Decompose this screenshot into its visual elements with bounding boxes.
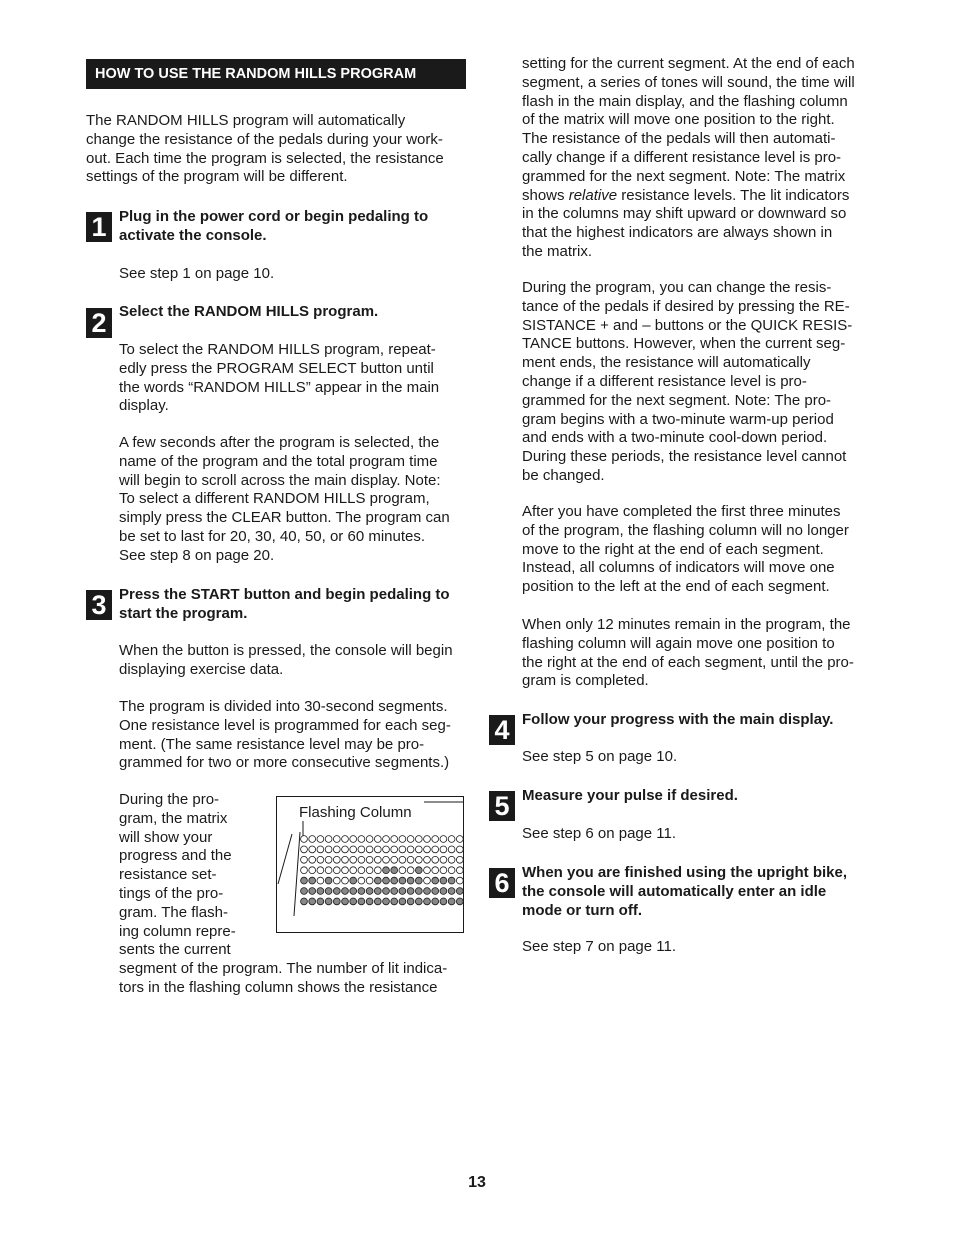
text-line: setting for the current segment. At the end of each: [522, 55, 855, 72]
step-2-text-2: [119, 434, 450, 566]
matrix-led-lit: [407, 898, 414, 905]
matrix-led-lit: [456, 898, 463, 905]
matrix-led-lit: [391, 867, 398, 874]
text-line: grammed for two or more consecutive segments.): [119, 754, 450, 772]
matrix-led-lit: [301, 877, 308, 884]
right-paragraph-1: [522, 55, 855, 262]
matrix-led-lit: [358, 898, 365, 905]
text-line: Measure your pulse if desired.: [522, 787, 738, 804]
text-line: Instead, all columns of indicators will move one: [522, 559, 835, 577]
matrix-led-unlit: [407, 846, 414, 853]
matrix-led-unlit: [309, 836, 316, 843]
matrix-led-lit: [383, 877, 390, 884]
text-line: and ends with a two-minute cool-down period.: [522, 429, 828, 447]
matrix-led-unlit: [317, 877, 324, 884]
text-line: segment, a series of tones will sound, the time will: [522, 73, 855, 91]
text-line: ment. (The same resistance level may be pro-: [119, 735, 425, 753]
matrix-led-unlit: [407, 856, 414, 863]
matrix-led-lit: [333, 888, 340, 895]
relative-line: [522, 187, 855, 206]
step-6-number: 6: [489, 868, 515, 898]
matrix-led-lit: [333, 898, 340, 905]
text-line: The program is divided into 30-second segments.: [119, 698, 448, 715]
matrix-led-lit: [391, 898, 398, 905]
text-line: gram begins with a two-minute warm-up period: [522, 410, 834, 428]
matrix-led-lit: [309, 888, 316, 895]
matrix-led-lit: [366, 888, 373, 895]
text-line: gram, the matrix: [119, 809, 228, 827]
text-line: ment ends, the resistance will automatically: [522, 354, 811, 372]
text-line: A few seconds after the program is selected, the: [119, 434, 440, 451]
text-line: displaying exercise data.: [119, 660, 284, 678]
step-2-heading: [119, 303, 378, 322]
matrix-led-unlit: [424, 836, 431, 843]
matrix-led-unlit: [366, 856, 373, 863]
matrix-led-lit: [350, 888, 357, 895]
text-line: gram. The flash-: [119, 903, 228, 921]
matrix-led-lit: [424, 888, 431, 895]
matrix-led-lit: [309, 877, 316, 884]
matrix-led-lit: [448, 898, 455, 905]
matrix-led-lit: [432, 898, 439, 905]
text-line: simply press the CLEAR button. The program can: [119, 509, 450, 527]
matrix-led-unlit: [391, 836, 398, 843]
text-line: position to the left at the end of each segment.: [522, 578, 830, 596]
text-line: that the highest indicators are always shown in: [522, 224, 833, 242]
text-line: of the program, the flashing column will no longer: [522, 521, 849, 539]
text-line: change if a different resistance level is pro-: [522, 372, 807, 390]
text-line: grammed for the next segment. Note: The matrix: [522, 167, 846, 185]
matrix-led-unlit: [440, 836, 447, 843]
text-line: SISTANCE + and – buttons or the QUICK RESIS-: [522, 316, 853, 334]
matrix-led-unlit: [301, 846, 308, 853]
matrix-led-lit: [440, 888, 447, 895]
text-line: activate the console.: [119, 226, 267, 244]
step-5-number: 5: [489, 791, 515, 821]
matrix-led-unlit: [333, 867, 340, 874]
matrix-led-unlit: [448, 856, 455, 863]
text-line: See step 1 on page 10.: [119, 265, 275, 282]
matrix-led-lit: [415, 867, 422, 874]
led-matrix: [301, 836, 464, 905]
text-line: Press the START button and begin pedaling to: [119, 586, 450, 603]
text-line: segment of the program. The number of lit indica-: [119, 960, 448, 977]
text-line: After you have completed the first three minutes: [522, 503, 841, 520]
step-4-number: 4: [489, 715, 515, 745]
matrix-led-lit: [415, 898, 422, 905]
matrix-led-lit: [407, 877, 414, 884]
step-5-heading: [522, 787, 738, 806]
right-paragraph-2: [522, 279, 852, 486]
text-line: will show your: [119, 828, 213, 846]
matrix-led-unlit: [415, 836, 422, 843]
text-line: To select the RANDOM HILLS program, repeat-: [119, 341, 436, 358]
matrix-led-unlit: [383, 856, 390, 863]
step-1-heading: [119, 208, 428, 246]
matrix-led-lit: [456, 888, 463, 895]
matrix-led-lit: [432, 877, 439, 884]
text-line: progress and the: [119, 847, 232, 865]
matrix-led-unlit: [309, 846, 316, 853]
matrix-led-unlit: [333, 836, 340, 843]
matrix-led-unlit: [301, 856, 308, 863]
matrix-led-lit: [350, 877, 357, 884]
intro-paragraph: [86, 112, 444, 187]
section-title: HOW TO USE THE RANDOM HILLS PROGRAM: [86, 59, 466, 89]
matrix-led-unlit: [309, 856, 316, 863]
matrix-led-lit: [399, 877, 406, 884]
text-line: out. Each time the program is selected, the resistance: [86, 149, 444, 167]
matrix-led-unlit: [383, 846, 390, 853]
matrix-led-unlit: [333, 846, 340, 853]
text-line: See step 7 on page 11.: [522, 938, 677, 955]
text-line: See step 5 on page 10.: [522, 748, 678, 765]
step-3-text-3-wide: [119, 960, 447, 998]
text-line: gram is completed.: [522, 672, 649, 690]
matrix-led-unlit: [325, 846, 332, 853]
text-line: When only 12 minutes remain in the program, the: [522, 616, 851, 633]
right-paragraph-1-lines: [522, 55, 855, 187]
text-line: resistance set-: [119, 866, 217, 884]
matrix-led-unlit: [325, 836, 332, 843]
text-line: During the pro-: [119, 791, 220, 808]
text-line: the matrix.: [522, 242, 593, 260]
text-line: change the resistance of the pedals during your work-: [86, 130, 443, 148]
text-line: be changed.: [522, 466, 605, 484]
matrix-led-unlit: [366, 846, 373, 853]
matrix-led-unlit: [424, 877, 431, 884]
matrix-led-lit: [448, 877, 455, 884]
matrix-led-unlit: [350, 856, 357, 863]
matrix-led-unlit: [317, 867, 324, 874]
matrix-led-unlit: [440, 867, 447, 874]
matrix-led-lit: [374, 898, 381, 905]
matrix-led-lit: [301, 888, 308, 895]
matrix-led-lit: [325, 888, 332, 895]
matrix-led-unlit: [333, 877, 340, 884]
text-line: display.: [119, 397, 169, 415]
matrix-led-unlit: [432, 846, 439, 853]
matrix-led-unlit: [301, 836, 308, 843]
text-line: One resistance level is programmed for each seg-: [119, 716, 451, 734]
matrix-led-unlit: [399, 836, 406, 843]
matrix-led-unlit: [342, 867, 349, 874]
right-paragraph-1-rest: [522, 205, 855, 261]
matrix-led-unlit: [432, 836, 439, 843]
figure-label: Flashing Column: [299, 804, 412, 821]
relative-italic: relative: [568, 186, 618, 204]
matrix-led-unlit: [456, 836, 463, 843]
step-4-heading: [522, 711, 833, 730]
text-line: tance of the pedals if desired by pressing the RE-: [522, 297, 850, 315]
text-line: move to the right at the end of each segment.: [522, 540, 824, 558]
matrix-led-unlit: [358, 867, 365, 874]
matrix-led-lit: [358, 888, 365, 895]
text-line: The resistance of the pedals will then automati-: [522, 130, 836, 148]
matrix-led-unlit: [366, 877, 373, 884]
matrix-led-unlit: [301, 867, 308, 874]
matrix-led-lit: [432, 888, 439, 895]
flash-mark-left: [278, 834, 292, 884]
matrix-led-unlit: [440, 846, 447, 853]
step-4-text: [522, 748, 677, 767]
matrix-led-unlit: [309, 867, 316, 874]
matrix-led-unlit: [342, 836, 349, 843]
matrix-led-lit: [440, 877, 447, 884]
text-line: During these periods, the resistance level cannot: [522, 448, 847, 466]
text-line: the console will automatically enter an idle: [522, 882, 827, 900]
matrix-led-unlit: [391, 856, 398, 863]
matrix-led-unlit: [432, 867, 439, 874]
text-line: start the program.: [119, 604, 248, 622]
matrix-led-lit: [399, 898, 406, 905]
matrix-led-unlit: [317, 856, 324, 863]
text-line: tings of the pro-: [119, 884, 224, 902]
step-6-text: [522, 938, 676, 957]
relative-pre: shows: [522, 186, 565, 204]
step-1-text: [119, 265, 274, 284]
matrix-led-unlit: [358, 856, 365, 863]
text-line: the right at the end of each segment, until the pro-: [522, 653, 854, 671]
matrix-led-lit: [317, 898, 324, 905]
text-line: Plug in the power cord or begin pedaling to: [119, 208, 429, 225]
step-3-heading: [119, 586, 450, 624]
matrix-led-unlit: [407, 867, 414, 874]
matrix-led-unlit: [342, 846, 349, 853]
matrix-led-lit: [383, 888, 390, 895]
matrix-led-lit: [391, 888, 398, 895]
text-line: See step 6 on page 11.: [522, 825, 677, 842]
matrix-led-lit: [415, 888, 422, 895]
text-line: edly press the PROGRAM SELECT button until: [119, 359, 434, 377]
text-line: grammed for the next segment. Note: The pro-: [522, 391, 832, 409]
matrix-led-unlit: [317, 836, 324, 843]
matrix-led-unlit: [399, 856, 406, 863]
step-5-text: [522, 825, 676, 844]
text-line: tors in the flashing column shows the resistance: [119, 978, 438, 996]
matrix-led-lit: [325, 898, 332, 905]
matrix-led-unlit: [358, 877, 365, 884]
matrix-led-unlit: [374, 856, 381, 863]
step-6-heading: [522, 864, 847, 920]
matrix-led-lit: [440, 898, 447, 905]
text-line: The RANDOM HILLS program will automatically: [86, 112, 406, 129]
matrix-led-lit: [424, 898, 431, 905]
flash-mark-right: [294, 832, 300, 916]
matrix-led-lit: [374, 888, 381, 895]
matrix-led-unlit: [391, 846, 398, 853]
matrix-led-lit: [366, 898, 373, 905]
matrix-led-unlit: [350, 846, 357, 853]
matrix-led-lit: [317, 888, 324, 895]
matrix-led-unlit: [325, 856, 332, 863]
matrix-led-lit: [399, 888, 406, 895]
matrix-led-unlit: [333, 856, 340, 863]
matrix-led-unlit: [350, 867, 357, 874]
matrix-led-unlit: [374, 846, 381, 853]
text-line: cally change if a different resistance level is pro-: [522, 148, 842, 166]
matrix-led-unlit: [399, 846, 406, 853]
text-line: Follow your progress with the main display.: [522, 711, 834, 728]
text-line: name of the program and the total program time: [119, 452, 438, 470]
text-line: Select the RANDOM HILLS program.: [119, 303, 379, 320]
right-paragraph-4: [522, 616, 854, 691]
matrix-led-lit: [374, 877, 381, 884]
text-line: of the matrix will move one position to the right.: [522, 111, 835, 129]
page-number: 13: [468, 1174, 486, 1191]
matrix-led-lit: [350, 898, 357, 905]
matrix-led-lit: [383, 867, 390, 874]
matrix-led-unlit: [456, 856, 463, 863]
matrix-led-unlit: [456, 877, 463, 884]
matrix-led-unlit: [424, 867, 431, 874]
matrix-led-unlit: [350, 836, 357, 843]
matrix-led-unlit: [317, 846, 324, 853]
text-line: See step 8 on page 20.: [119, 546, 275, 564]
text-line: When the button is pressed, the console will begin: [119, 642, 453, 659]
text-line: During the program, you can change the resis-: [522, 279, 832, 296]
matrix-led-unlit: [456, 846, 463, 853]
step-3-text-1: [119, 642, 453, 680]
step-1-number: 1: [86, 212, 112, 242]
matrix-led-unlit: [358, 836, 365, 843]
text-line: TANCE buttons. However, when the current seg-: [522, 335, 846, 353]
text-line: ing column repre-: [119, 922, 236, 940]
matrix-led-lit: [407, 888, 414, 895]
text-line: be set to last for 20, 30, 40, 50, or 60 minutes.: [119, 527, 426, 545]
step-3-number: 3: [86, 590, 112, 620]
matrix-led-unlit: [456, 867, 463, 874]
text-line: the words “RANDOM HILLS” appear in the main: [119, 378, 440, 396]
matrix-led-unlit: [448, 836, 455, 843]
matrix-led-unlit: [407, 836, 414, 843]
step-3-text-3-narrow: [119, 791, 236, 960]
matrix-led-lit: [342, 888, 349, 895]
matrix-led-unlit: [424, 856, 431, 863]
step-3-text-2: [119, 698, 451, 773]
matrix-led-unlit: [415, 856, 422, 863]
step-2-number: 2: [86, 308, 112, 338]
text-line: in the columns may shift upward or downward so: [522, 205, 847, 223]
matrix-led-lit: [342, 898, 349, 905]
text-line: flash in the main display, and the flashing column: [522, 92, 848, 110]
matrix-led-unlit: [448, 846, 455, 853]
matrix-led-unlit: [366, 836, 373, 843]
matrix-led-unlit: [342, 877, 349, 884]
matrix-led-unlit: [374, 867, 381, 874]
right-paragraph-3: [522, 503, 849, 597]
relative-post: resistance levels. The lit indicators: [621, 186, 850, 204]
matrix-led-lit: [301, 898, 308, 905]
text-line: flashing column will again move one position to: [522, 634, 835, 652]
matrix-led-lit: [391, 877, 398, 884]
matrix-led-unlit: [383, 836, 390, 843]
matrix-led-unlit: [424, 846, 431, 853]
matrix-led-unlit: [440, 856, 447, 863]
matrix-svg: [270, 796, 470, 936]
matrix-led-unlit: [448, 867, 455, 874]
matrix-led-lit: [448, 888, 455, 895]
text-line: will begin to scroll across the main display. Note:: [119, 471, 441, 489]
matrix-led-unlit: [415, 846, 422, 853]
matrix-led-unlit: [399, 867, 406, 874]
matrix-led-unlit: [366, 867, 373, 874]
text-line: When you are finished using the upright bike,: [522, 864, 848, 881]
matrix-led-lit: [309, 898, 316, 905]
matrix-led-lit: [415, 877, 422, 884]
text-line: To select a different RANDOM HILLS program,: [119, 490, 430, 508]
matrix-led-unlit: [432, 856, 439, 863]
text-line: sents the current: [119, 941, 231, 959]
matrix-led-lit: [383, 898, 390, 905]
text-line: mode or turn off.: [522, 901, 642, 919]
matrix-led-unlit: [325, 867, 332, 874]
matrix-led-unlit: [342, 856, 349, 863]
matrix-led-unlit: [358, 846, 365, 853]
matrix-led-unlit: [374, 836, 381, 843]
step-2-text-1: [119, 341, 439, 416]
text-line: settings of the program will be different.: [86, 168, 348, 186]
matrix-led-lit: [325, 877, 332, 884]
